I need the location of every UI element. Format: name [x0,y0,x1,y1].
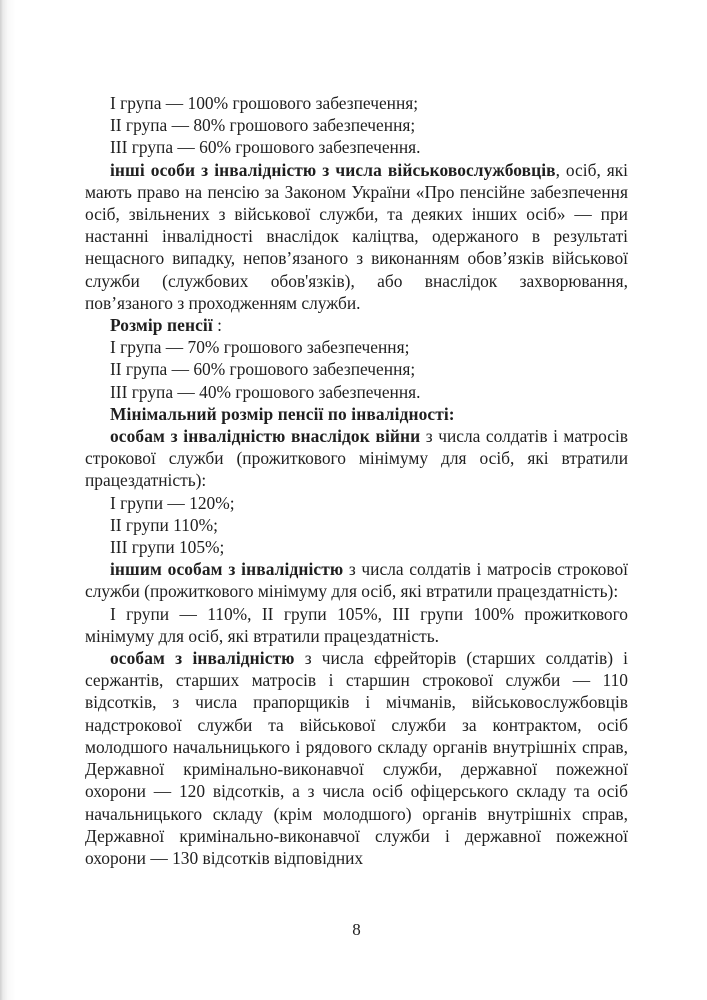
text-segment: І групи — 120%; [110,492,235,513]
text-segment: з числа солдатів і матросів строкової служби (прожиткового мінімуму для осіб, які втратили працездатність): [85,559,629,602]
paragraph-2 [85,114,628,136]
bold-text-segment: Мінімальний розмір пенсії по інвалідності: [110,403,455,424]
bold-text-segment: інші особи з інвалідністю з числа військовослужбовців [110,159,556,180]
paragraph-14 [85,558,628,602]
paragraph-15 [85,603,628,647]
text-segment: ІІ групи 110%; [110,514,218,535]
paragraph-6 [85,336,628,358]
bold-text-segment: Розмір пенсії [110,315,213,336]
paragraph-1 [85,92,628,114]
text-segment: з числа єфрейторів (старших солдатів) і сержантів, старших матросів і старшин строкової служби — 110 відсотків, з числа прапорщиків і мічманів, військовослужбовців надстрокової служби та військової служби за контрактом, осіб молодшого начальницького і рядового складу органів внутрішніх справ, Державної кримінально-виконавчої служби, державної пожежної охорони — 120 відсотків, а з числа осіб офіцерського складу та осіб начальницького складу (крім молодшого) органів внутрішніх справ, Державної кримінально-виконавчої служби і державної пожежної охорони — 130 відсотків відповідних [85,648,628,868]
text-segment: з числа солдатів і матросів строкової служби (прожиткового мінімуму для осіб, які втратили працездатність): [85,426,628,491]
text-segment: І група — 100% грошового забезпечення; [110,93,419,113]
bold-text-segment: особам з інвалідністю [110,648,295,669]
paragraph-9 [85,403,628,425]
text-segment: ІІ група — 80% грошового забезпечення; [110,115,416,136]
paragraph-4 [85,159,628,314]
text-segment: І групи — 110%, ІІ групи 105%, ІІІ групи 100% прожиткового мінімуму для осіб, які втратили працездатність. [85,603,628,646]
text-segment: ІІ група — 60% грошового забезпечення; [110,359,416,380]
page-body [85,92,628,869]
paragraph-13 [85,536,628,558]
paragraph-3 [85,136,628,158]
text-segment: ІІІ групи 105%; [110,537,225,558]
text-segment: : [212,315,222,336]
text-segment: , осіб, які мають право на пенсію за Законом України «Про пенсійне забезпечення осіб, звільнених з військової служби, та деяких інших осіб» — при настанні інвалідності внаслідок каліцтва, одержаного в результаті нещасного випадку, непов’язаного з виконанням обов’язків військової служби (службових обов'язків), або внаслідок захворювання, пов’язаного з проходженням служби. [85,159,628,313]
paragraph-11 [85,492,628,514]
paragraph-16 [85,647,628,869]
page-number: 8 [352,920,361,939]
paragraph-7 [85,358,628,380]
bold-text-segment: іншим особам з інвалідністю [110,559,344,580]
text-segment: ІІІ група — 40% грошового забезпечення. [110,381,421,402]
paragraph-10 [85,425,628,492]
bold-text-segment: особам з інвалідністю внаслідок війни [110,426,421,447]
paragraph-8 [85,381,628,403]
paragraph-5 [85,314,628,336]
paragraph-12 [85,514,628,536]
text-segment: І група — 70% грошового забезпечення; [110,337,410,358]
text-segment: ІІІ група — 60% грошового забезпечення. [110,137,421,158]
